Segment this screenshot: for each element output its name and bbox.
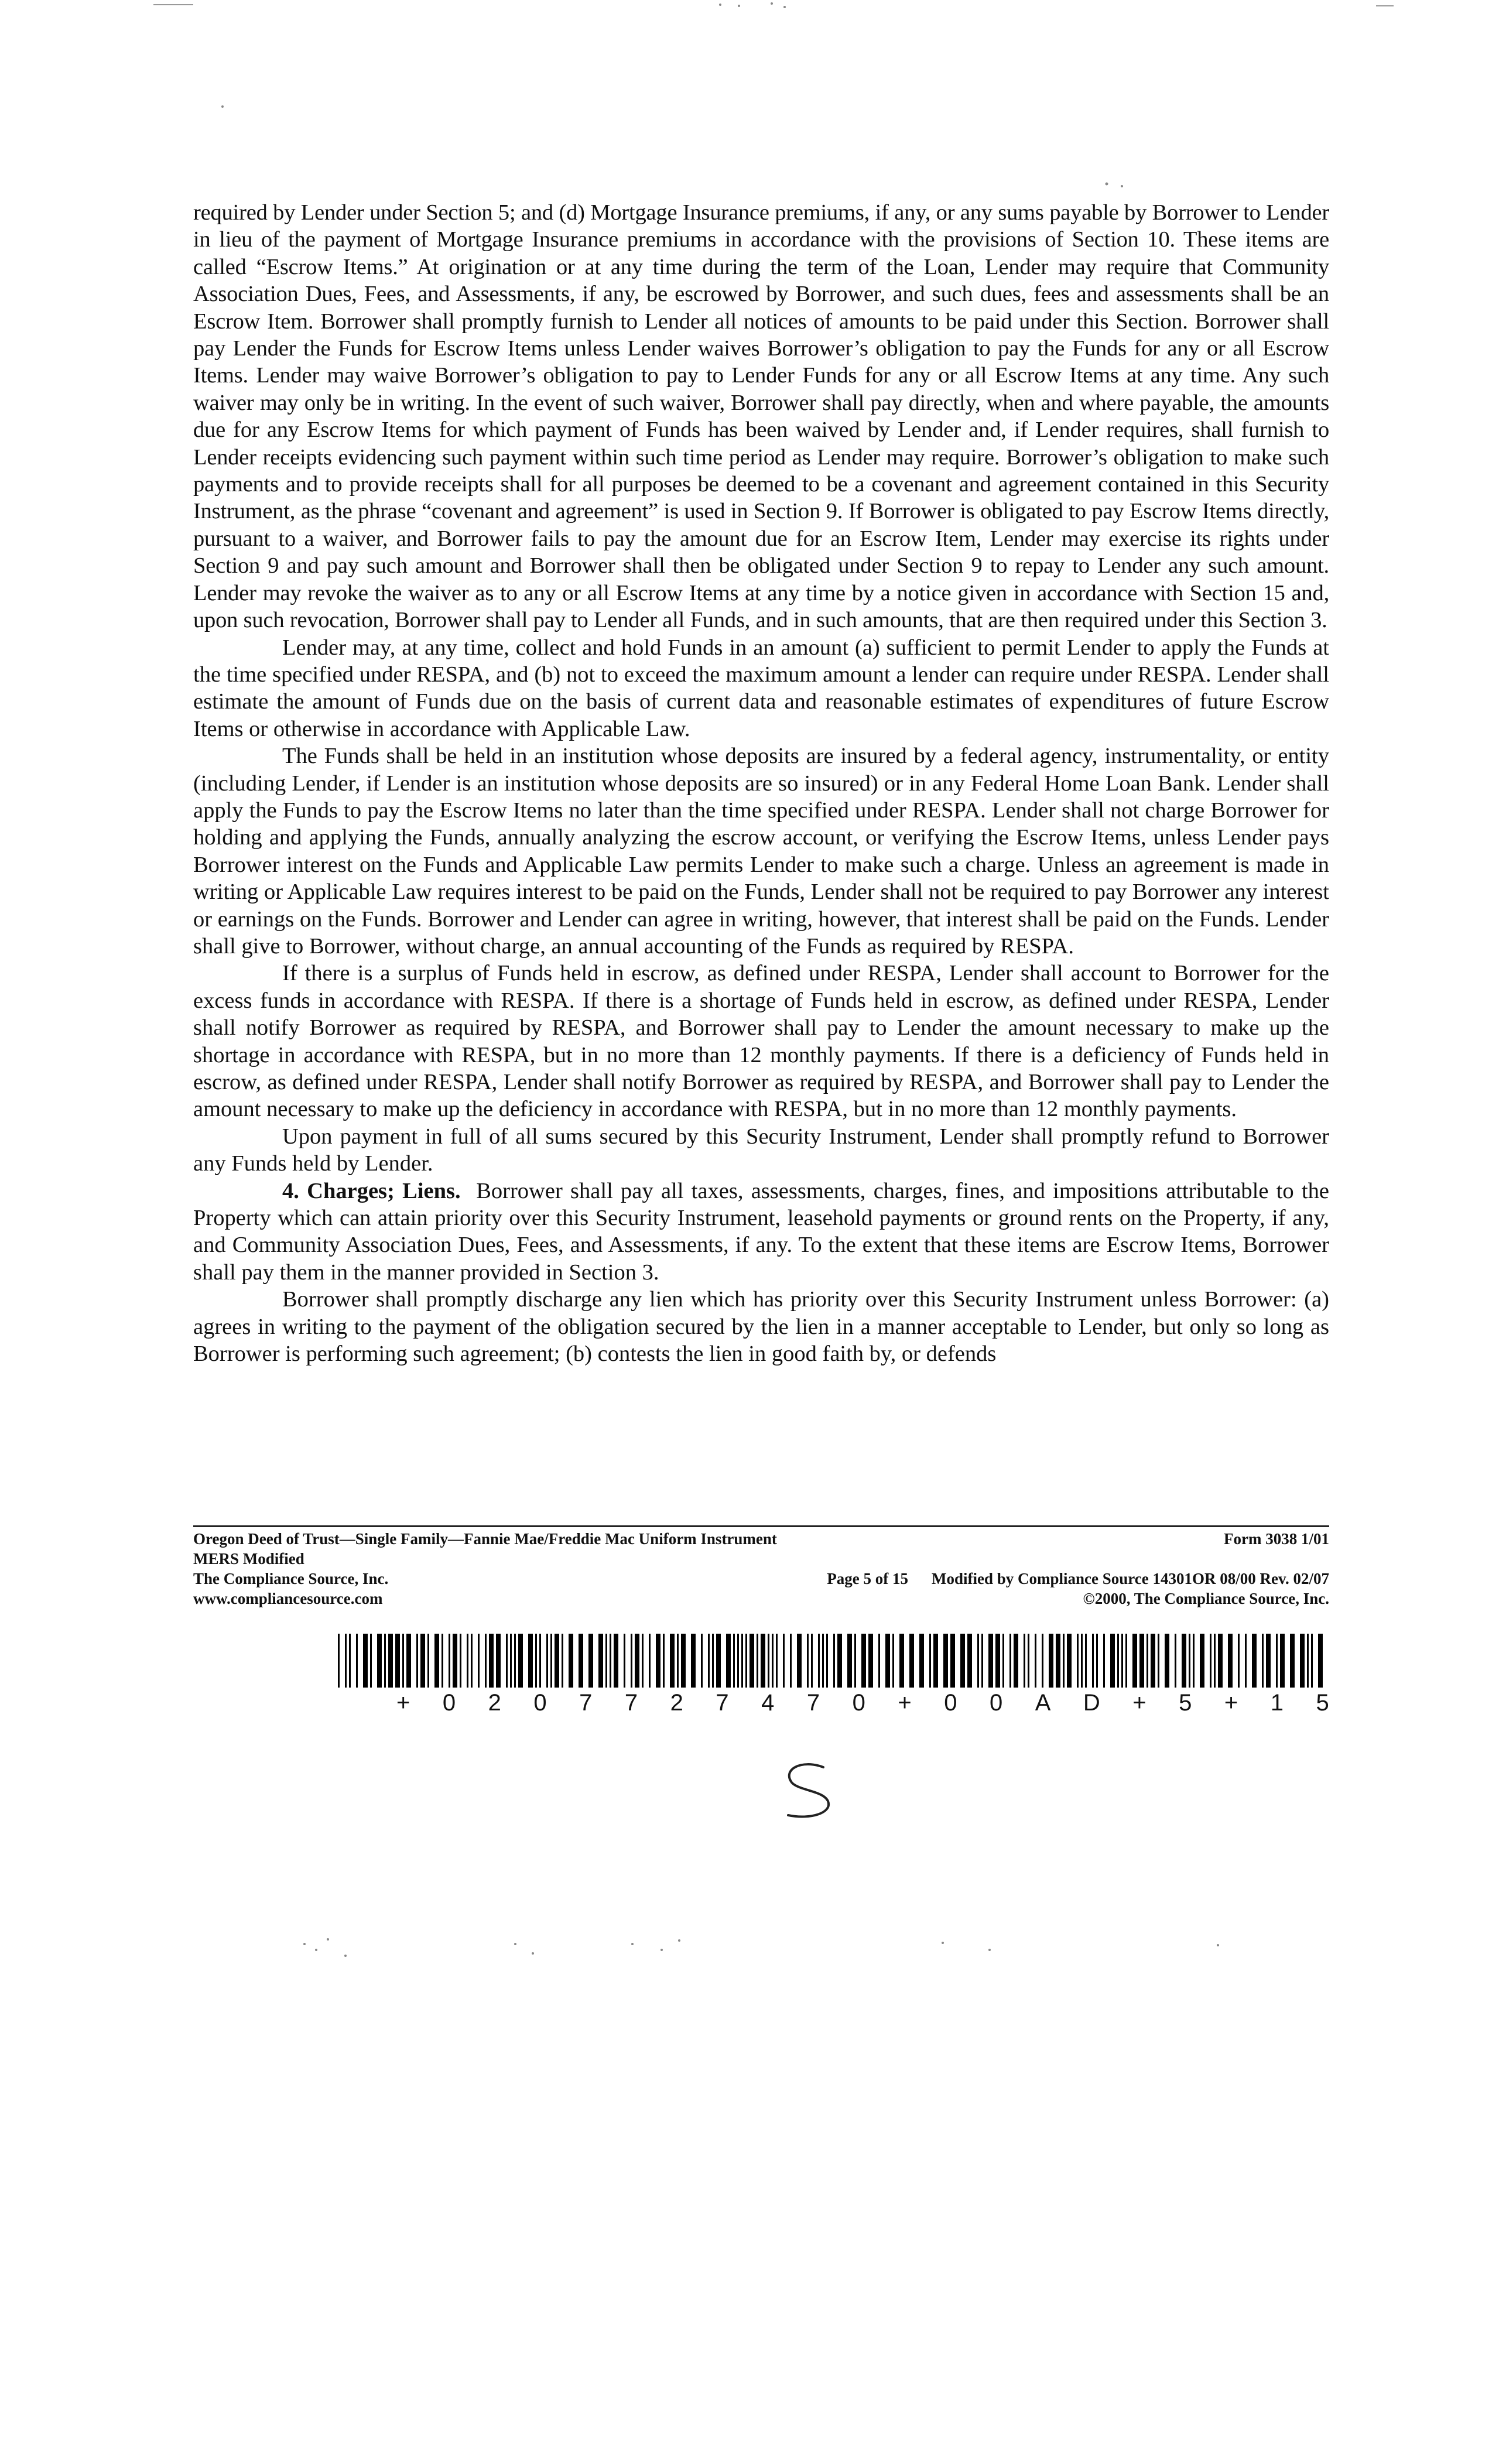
barcode-char: 0	[989, 1690, 1003, 1716]
website-link: www.compliancesource.com	[193, 1590, 383, 1607]
barcode-char: 0	[533, 1690, 547, 1716]
form-number: Form 3038 1/01	[1224, 1530, 1329, 1548]
barcode-char: 0	[944, 1690, 957, 1716]
paragraph-fund-holding: The Funds shall be held in an institution whose deposits are insured by a federal agency, instrumentality, or entity (including Lender, if Lender is an institution whose deposits are so insured) or in any Federal Home Loan Bank. Lender shall apply the Funds to pay the Escrow Items no later than the time specified under RESPA. Lender shall not charge Borrower for holding and applying the Funds, annually analyzing the escrow account, or verifying the Escrow Items, unless Lender pays Borrower interest on the Funds and Applicable Law permits Lender to make such a charge. Unless an agreement is made in writing or Applicable Law requires interest to be paid on the Funds, Lender shall not be required to pay Borrower any interest or earnings on the Funds. Borrower and Lender can agree in writing, however, that interest shall be paid on the Funds. Lender shall give to Borrower, without charge, an annual accounting of the Funds as required by RESPA.	[193, 744, 1329, 959]
barcode-char: 2	[488, 1690, 501, 1716]
paragraph-lien-discharge: Borrower shall promptly discharge any lien which has priority over this Security Instrument unless Borrower: (a) agrees in writing to the payment of the obligation secured by the lien in a manner acceptable to Lender, but only so long as Borrower is performing such agreement; (b) contests the lien in good faith by, or defends	[193, 1287, 1329, 1367]
barcode-char: 5	[1179, 1690, 1192, 1716]
footer-title: Oregon Deed of Trust—Single Family—Fannie Mae/Freddie Mac Uniform Instrument	[193, 1530, 777, 1548]
paragraph-escrow-items: required by Lender under Section 5; and (d) Mortgage Insurance premiums, if any, or any sums payable by Borrower to Lender in lieu of the payment of Mortgage Insurance premiums in accordance with the provisions of Section 10. These items are called “Escrow Items.” At origination or at any time during the term of the Loan, Lender may require that Community Association Dues, Fees, and Assessments, if any, be escrowed by Borrower, and such dues, fees and assessments shall be an Escrow Item. Borrower shall promptly furnish to Lender all notices of amounts to be paid under this Section. Borrower shall pay Lender the Funds for Escrow Items unless Lender waives Borrower’s obligation to pay the Funds for any or all Escrow Items. Lender may waive Borrower’s obligation to pay to Lender Funds for any or all Escrow Items at any time. Any such waiver may only be in writing. In the event of such waiver, Borrower shall pay directly, when and where payable, the amounts due for any Escrow Items for which payment of Funds has been waived by Lender and, if Lender requires, shall furnish to Lender receipts evidencing such payment within such time period as Lender may require. Borrower’s obligation to make such payments and to provide receipts shall for all purposes be deemed to be a covenant and agreement contained in this Security Instrument, as the phrase “covenant and agreement” is used in Section 9. If Borrower is obligated to pay Escrow Items directly, pursuant to a waiver, and Borrower fails to pay the amount due for an Escrow Item, Lender may exercise its rights under Section 9 and pay such amount and Borrower shall then be obligated under Section 9 to repay to Lender any such amount. Lender may revoke the waiver as to any or all Escrow Items at any time by a notice given in accordance with Section 15 and, upon such revocation, Borrower shall pay to Lender all Funds, and in such amounts, that are then required under this Section 3.	[193, 200, 1329, 633]
barcode-char: 0	[442, 1690, 456, 1716]
barcode-char: 5	[1316, 1690, 1329, 1716]
modification-note: Modified by Compliance Source 14301OR 08/00 Rev. 02/07	[932, 1570, 1329, 1587]
barcode-char: +	[1224, 1690, 1238, 1716]
barcode-char: 4	[761, 1690, 775, 1716]
barcode-char: D	[1083, 1690, 1100, 1716]
barcode-char: 2	[670, 1690, 683, 1716]
barcode-char: +	[1132, 1690, 1147, 1716]
paragraph-refund: Upon payment in full of all sums secured by this Security Instrument, Lender shall promptly refund to Borrower any Funds held by Lender.	[193, 1124, 1329, 1176]
barcode-char: 7	[624, 1690, 638, 1716]
paragraph-surplus-shortage: If there is a surplus of Funds held in escrow, as defined under RESPA, Lender shall account to Borrower for the excess funds in accordance with RESPA. If there is a shortage of Funds held in escrow, as defined under RESPA, Lender shall notify Borrower as required by RESPA, and Borrower shall pay to Lender the amount necessary to make up the shortage in accordance with RESPA, but in no more than 12 monthly payments. If there is a deficiency of Funds held in escrow, as defined under RESPA, Lender shall notify Borrower as required by RESPA, and Borrower shall pay to Lender the amount necessary to make up the deficiency in accordance with RESPA, but in no more than 12 monthly payments.	[193, 961, 1329, 1122]
copyright-notice: ©2000, The Compliance Source, Inc.	[1083, 1590, 1329, 1607]
barcode-char: 7	[716, 1690, 729, 1716]
barcode-char: A	[1035, 1690, 1051, 1716]
barcode-char: 0	[852, 1690, 865, 1716]
mers-label: MERS Modified	[193, 1550, 304, 1568]
barcode-char: +	[396, 1690, 410, 1716]
section-heading: 4. Charges; Liens.	[282, 1178, 461, 1203]
barcode-char: 7	[806, 1690, 820, 1716]
barcode-char: +	[898, 1690, 912, 1716]
publisher-name: The Compliance Source, Inc.	[193, 1570, 389, 1587]
paragraph-fund-collection: Lender may, at any time, collect and hold Funds in an amount (a) sufficient to permit Lender to apply the Funds at the time specified under RESPA, and (b) not to exceed the maximum amount a lender can require under RESPA. Lender shall estimate the amount of Funds due on the basis of current data and reasonable estimates of expenditures of future Escrow Items or otherwise in accordance with Applicable Law.	[193, 635, 1329, 741]
barcode-char: 7	[579, 1690, 593, 1716]
page-number: Page 5 of 15	[827, 1570, 908, 1587]
barcode-char: 1	[1270, 1690, 1284, 1716]
section-text: Borrower shall pay all taxes, assessments, charges, fines, and impositions attributable to the Property which can attain priority over this Security Instrument, leasehold payments or ground rents on the Property, if any, and Community Association Dues, Fees, and Assessments, if any. To the extent that these items are Escrow Items, Borrower shall pay them in the manner provided in Section 3.	[193, 1178, 1330, 1285]
